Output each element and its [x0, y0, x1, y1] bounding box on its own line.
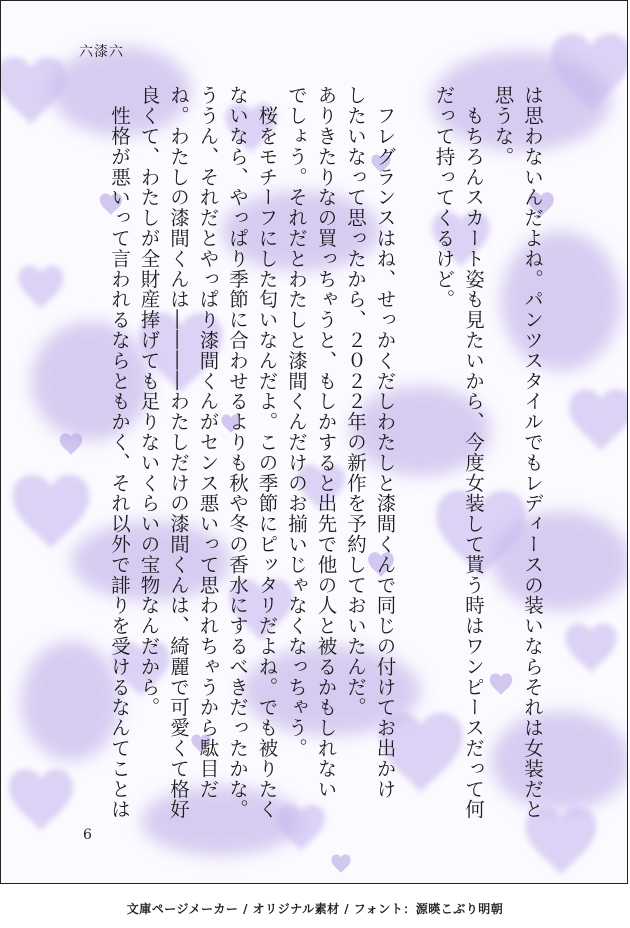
chapter-header: 六漆六	[79, 44, 124, 60]
body-text	[105, 85, 548, 825]
text-column: ありきたりなの買っちゃうと、もしかすると出先で他の人と被るかもしれない	[314, 85, 338, 799]
blank-column	[400, 85, 430, 825]
text-column: でしょう。それだとわたしと漆間くんだけのお揃いじゃなくなっちゃう。	[285, 85, 308, 759]
text-column: 思うな。	[491, 85, 515, 167]
text-column: 性格が悪いって言われるならともかく、それ以外で誹りを受けるなんてことは	[108, 85, 131, 820]
text-column: ね。わたしの漆間くんは――――わたしだけの漆間くんは、綺麗で可愛くて格好	[167, 85, 190, 820]
text-column: 桜をモチーフにした匂いなんだよ。この季節にピッタリだよね。でも被りたく	[255, 85, 279, 820]
text-column: 良くて、わたしが全財産捧げても足りないくらいの宝物なんだから。	[137, 85, 161, 718]
page-number: 6	[83, 827, 92, 843]
text-column: ないなら、やっぱり季節に合わせるよりも秋や冬の香水にするべきだったかな。	[226, 85, 249, 820]
text-column: は思わないんだよね。パンツスタイルでもレディースの装いならそれは女装だと	[521, 85, 544, 820]
text-column: もちろんスカート姿も見たいから、今度女装して貰う時はワンピースだって何	[462, 85, 485, 820]
footer-credit: 文庫ページメーカー / オリジナル素材 / フォント：源暎こぶり明朝	[126, 902, 504, 916]
text-column: ううん、それだとやっぱり漆間くんがセンス悪いって思われちゃうから駄目だ	[196, 85, 220, 799]
text-column: だって持ってくるけど。	[432, 85, 456, 310]
text-column: フレグランスはね、せっかくだしわたしと漆間くんで同じの付けてお出かけ	[373, 85, 397, 799]
text-column: したいなって思ったから、２０２２年の新作を予約しておいたんだ。	[344, 85, 367, 718]
